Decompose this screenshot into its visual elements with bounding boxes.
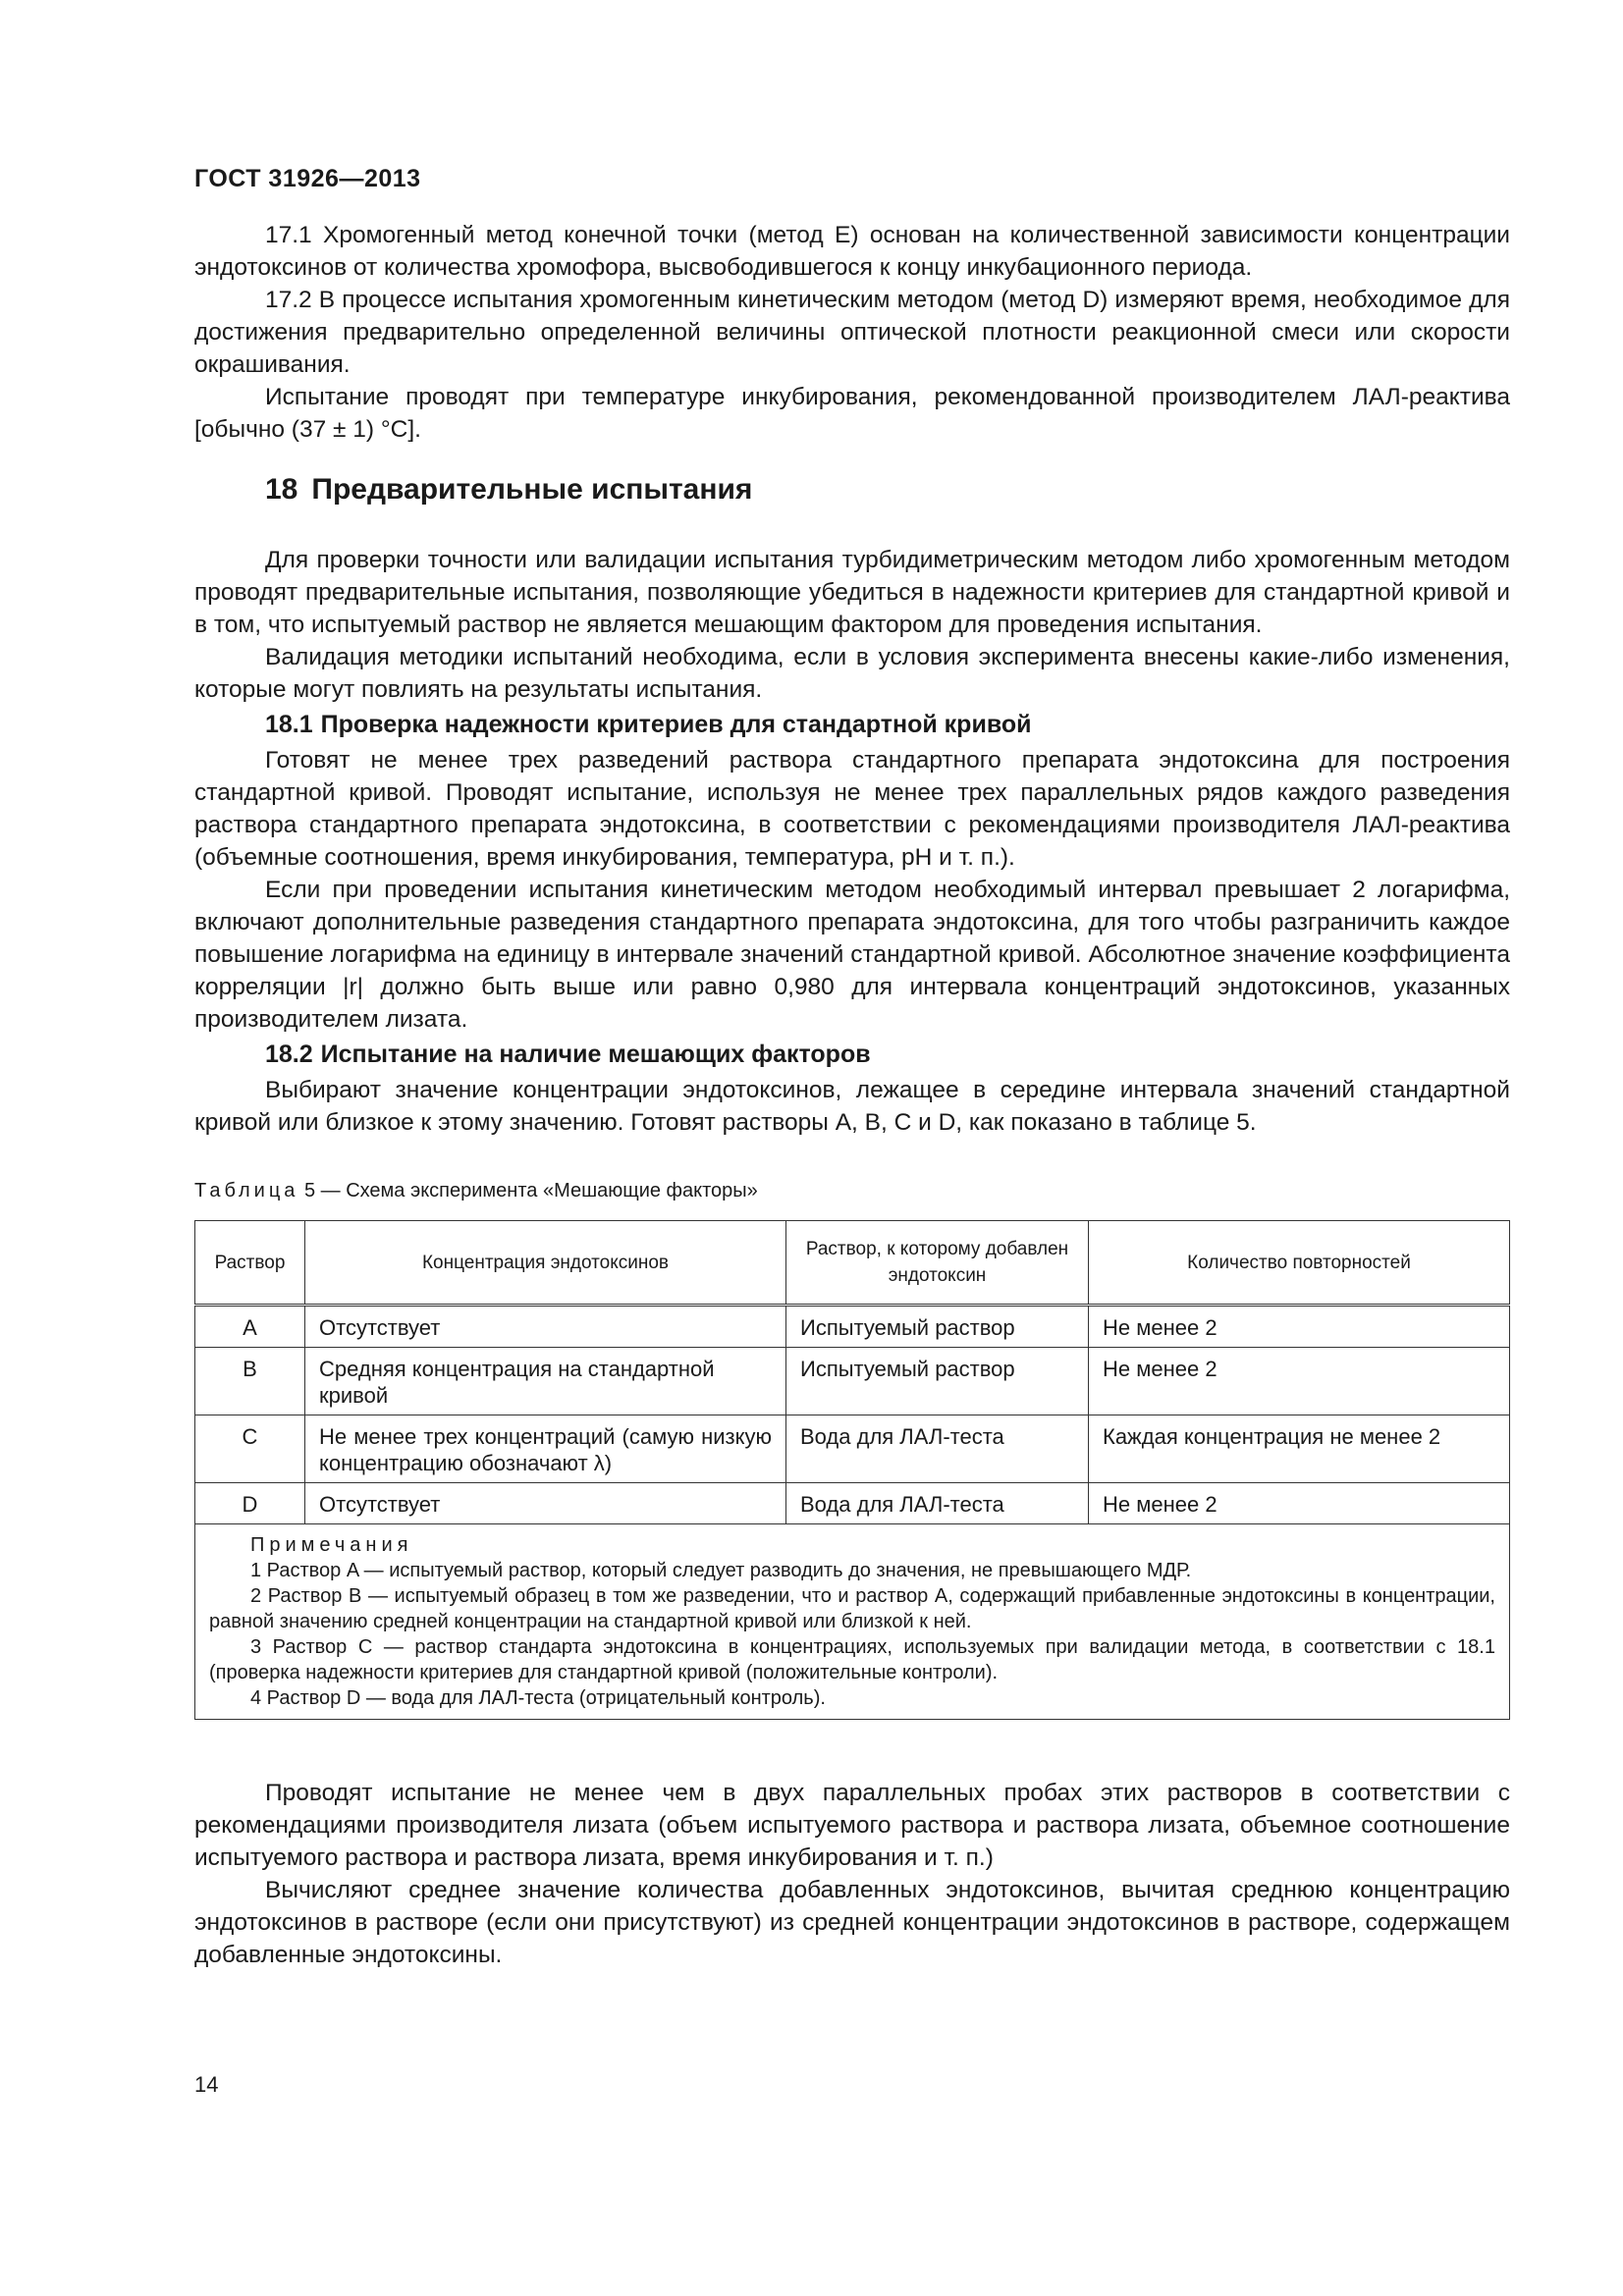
- table-cell: Вода для ЛАЛ-теста: [786, 1415, 1089, 1483]
- section-number: 18: [265, 473, 298, 506]
- section-18-1-heading: [265, 709, 1510, 741]
- notes-heading: Примечания: [250, 1534, 413, 1556]
- table-header-cell: Раствор: [195, 1221, 305, 1306]
- table-header-row: [195, 1221, 1510, 1306]
- section-number: 18.2: [265, 1041, 313, 1068]
- table-row: [195, 1415, 1510, 1483]
- paragraph-18-1-b: Если при проведении испытания кинетическим методом необходимый интервал превышает 2 логарифма, включают дополнительные разведения стандартного препарата эндотоксина, для того чтобы разграничить каждое повышение логарифма на единицу в интервале значений стандартной кривой. Абсолютное значение коэффициента корреляции |r| должно быть выше или равно 0,980 для интервала концентраций эндотоксинов, указанных производителем лизата.: [194, 877, 1510, 1033]
- document-page: [194, 147, 1510, 1971]
- paragraph-18-a: Для проверки точности или валидации испытания турбидиметрическим методом либо хромогенным методом проводят предварительные испытания, позволяющие убедиться в надежности критериев для стандартной кривой и в том, что испытуемый раствор не является мешающим фактором для проведения испытания.: [194, 547, 1510, 638]
- table-caption-text: 5 — Схема эксперимента «Мешающие факторы»: [298, 1180, 758, 1201]
- document-header: ГОСТ 31926—2013: [194, 165, 421, 192]
- section-title: Испытание на наличие мешающих факторов: [320, 1041, 871, 1068]
- table-row: [195, 1306, 1510, 1348]
- note-item: 2 Раствор B — испытуемый образец в том же разведении, что и раствор A, содержащий прибавленные эндотоксины в концентрации, равной значению средней концентрации на стандартной кривой или близкой к ней.: [209, 1585, 1495, 1632]
- paragraph-after-table-b: Вычисляют среднее значение количества добавленных эндотоксинов, вычитая среднюю концентрацию эндотоксинов в растворе (если они присутствуют) из средней концентрации эндотоксинов в растворе, содержащем добавленные эндотоксины.: [194, 1877, 1510, 1968]
- paragraph-18-2-a: Выбирают значение концентрации эндотоксинов, лежащее в середине интервала значений стандартной кривой или близкое к этому значению. Готовят растворы A, B, C и D, как показано в таблице 5.: [194, 1077, 1510, 1136]
- table-cell: Не менее 2: [1089, 1348, 1510, 1415]
- table-header-cell: Раствор, к которому добавлен эндотоксин: [786, 1221, 1089, 1306]
- table-cell: D: [195, 1483, 305, 1524]
- table-cell: C: [195, 1415, 305, 1483]
- section-title: Проверка надежности критериев для стандартной кривой: [320, 711, 1032, 738]
- paragraph-18-1-a: Готовят не менее трех разведений раствора стандартного препарата эндотоксина для построения стандартной кривой. Проводят испытание, используя не менее трех параллельных рядов каждого разведения раствора стандартного препарата эндотоксина, в соответствии с рекомендациями производителя ЛАЛ-реактива (объемные соотношения, время инкубирования, температура, pH и т. п.).: [194, 747, 1510, 871]
- table-cell: Отсутствует: [305, 1306, 786, 1348]
- table-cell: Испытуемый раствор: [786, 1306, 1089, 1348]
- note-item: 3 Раствор C — раствор стандарта эндотоксина в концентрациях, используемых при валидации метода, в соответствии с 18.1 (проверка надежности критериев для стандартной кривой (положительные контроли).: [209, 1636, 1495, 1683]
- table-cell: Не менее трех концентраций (самую низкую концентрацию обозначают λ): [305, 1415, 786, 1483]
- table-row: [195, 1348, 1510, 1415]
- note-item: 1 Раствор A — испытуемый раствор, который следует разводить до значения, не превышающего МДР.: [250, 1560, 1192, 1581]
- table-cell: Не менее 2: [1089, 1483, 1510, 1524]
- table-cell: B: [195, 1348, 305, 1415]
- table-cell: A: [195, 1306, 305, 1348]
- table-cell: Отсутствует: [305, 1483, 786, 1524]
- section-title: Предварительные испытания: [311, 473, 753, 506]
- page-number: 14: [194, 2072, 219, 2097]
- table-header-cell: Концентрация эндотоксинов: [305, 1221, 786, 1306]
- paragraph-18-b: Валидация методики испытаний необходима, если в условия эксперимента внесены какие-либо изменения, которые могут повлиять на результаты испытания.: [194, 644, 1510, 703]
- table-cell: Каждая концентрация не менее 2: [1089, 1415, 1510, 1483]
- section-18-heading: [265, 473, 1510, 507]
- paragraph-17-2: 17.2 В процессе испытания хромогенным кинетическим методом (метод D) измеряют время, необходимое для достижения предварительно определенной величины оптической плотности реакционной смеси или скорости окрашивания.: [194, 287, 1510, 378]
- table-row: [195, 1483, 1510, 1524]
- table-5: [194, 1220, 1510, 1720]
- table-notes: [195, 1524, 1510, 1720]
- section-number: 18.1: [265, 711, 313, 738]
- paragraph-17-1: 17.1 Хромогенный метод конечной точки (метод E) основан на количественной зависимости концентрации эндотоксинов от количества хромофора, высвободившегося к концу инкубационного периода.: [194, 222, 1510, 281]
- table-caption-word: Таблица: [194, 1180, 299, 1201]
- table-cell: Испытуемый раствор: [786, 1348, 1089, 1415]
- table-cell: Не менее 2: [1089, 1306, 1510, 1348]
- table-cell: Вода для ЛАЛ-теста: [786, 1483, 1089, 1524]
- note-item: 4 Раствор D — вода для ЛАЛ-теста (отрицательный контроль).: [250, 1687, 826, 1709]
- paragraph-after-table-a: Проводят испытание не менее чем в двух параллельных пробах этих растворов в соответствии с рекомендациями производителя лизата (объем испытуемого раствора и раствора лизата, объемное соотношение испытуемого раствора и раствора лизата, время инкубирования и т. п.): [194, 1780, 1510, 1871]
- section-18-2-heading: [265, 1039, 1510, 1071]
- table-cell: Средняя концентрация на стандартной кривой: [305, 1348, 786, 1415]
- table-caption: [194, 1180, 1510, 1202]
- table-header-cell: Количество повторностей: [1089, 1221, 1510, 1306]
- paragraph-17-temperature: Испытание проводят при температуре инкубирования, рекомендованной производителем ЛАЛ-реактива [обычно (37 ± 1) °C].: [194, 384, 1510, 443]
- table-notes-row: [195, 1524, 1510, 1720]
